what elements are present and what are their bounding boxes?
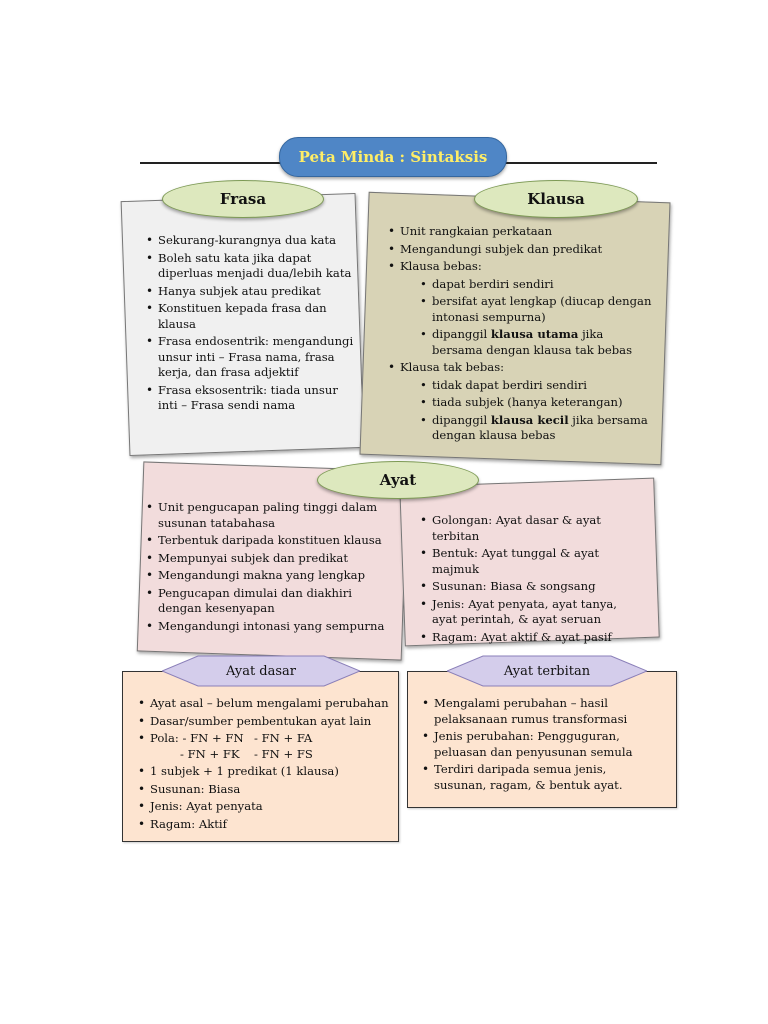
- list-item: • Jenis: Ayat penyata, ayat tanya, ayat perintah, & ayat seruan: [420, 597, 645, 628]
- list-item: • Ragam: Ayat aktif & ayat pasif: [420, 630, 645, 646]
- list-item: • 1 subjek + 1 predikat (1 klausa): [138, 764, 393, 780]
- text-span: dipanggil: [432, 412, 491, 427]
- ayat-terbitan-text: Ayat terbitan: [503, 663, 591, 679]
- title-underline-right: [500, 162, 657, 164]
- list-item: • Jenis perubahan: Pengguguran, peluasan dan penyusunan semula: [422, 729, 662, 760]
- list-item: • Boleh satu kata jika dapat diperluas menjadi dua/lebih kata: [146, 251, 356, 282]
- klausa-label: Klausa: [474, 180, 638, 218]
- pola-fn-fs: - FN + FS: [254, 746, 313, 761]
- frasa-list: [146, 233, 356, 416]
- ayat-terbitan-list: [422, 696, 662, 795]
- klausa-utama-term: klausa utama: [490, 327, 579, 341]
- list-item: • Mengalami perubahan – hasil pelaksanaan rumus transformasi: [422, 696, 662, 727]
- klausa-list: [388, 224, 653, 446]
- ayat-dasar-list: [138, 696, 393, 834]
- list-item: • Pengucapan dimulai dan diakhiri dengan kesenyapan: [146, 586, 396, 617]
- list-item: • Frasa endosentrik: mengandungi unsur inti – Frasa nama, frasa kerja, dan frasa adjektif: [146, 334, 356, 381]
- ayat-dasar-label: [162, 655, 360, 687]
- ayat-left-list: [146, 500, 396, 636]
- text-span: dipanggil: [432, 327, 491, 341]
- list-item: • Unit rangkaian perkataan: [388, 224, 653, 240]
- list-item: [388, 259, 653, 358]
- list-item: • Ragam: Aktif: [138, 817, 393, 833]
- list-item: • Mengandungi subjek dan predikat: [388, 242, 653, 258]
- list-item: • tiada subjek (hanya keterangan): [420, 395, 653, 411]
- list-item: • Mengandungi intonasi yang sempurna: [146, 619, 396, 635]
- klausa-kecil-term: klausa kecil: [490, 412, 569, 427]
- pola-grid: [150, 731, 393, 762]
- list-item: • Terbentuk daripada konstituen klausa: [146, 533, 396, 549]
- list-item: [420, 327, 653, 358]
- list-item: • Ayat asal – belum mengalami perubahan: [138, 696, 393, 712]
- list-item: • Golongan: Ayat dasar & ayat terbitan: [420, 513, 645, 544]
- list-item: • dapat berdiri sendiri: [420, 277, 653, 293]
- list-item: [388, 360, 653, 444]
- list-item: [420, 413, 653, 444]
- pola-fn-fn: • Pola: - FN + FN: [150, 731, 244, 745]
- list-item: • Susunan: Biasa & songsang: [420, 579, 645, 595]
- list-item: • Jenis: Ayat penyata: [138, 799, 393, 815]
- list-item: [138, 731, 393, 762]
- list-item: • Susunan: Biasa: [138, 782, 393, 798]
- text-span: jika bersama dengan klausa bebas: [432, 412, 648, 442]
- list-item: • Sekurang-kurangnya dua kata: [146, 233, 356, 249]
- ayat-dasar-text: Ayat dasar: [225, 663, 297, 679]
- list-item: • Mempunyai subjek dan predikat: [146, 551, 396, 567]
- list-item: • Terdiri daripada semua jenis, susunan, ragam, & bentuk ayat.: [422, 762, 662, 793]
- ayat-right-list: [420, 513, 645, 647]
- pola-fn-fa: - FN + FA: [254, 731, 313, 745]
- list-item: • bersifat ayat lengkap (diucap dengan intonasi sempurna): [420, 294, 653, 325]
- page-title: Peta Minda : Sintaksis: [279, 137, 507, 177]
- ayat-label: Ayat: [317, 461, 479, 499]
- list-item: • Mengandungi makna yang lengkap: [146, 568, 396, 584]
- list-item: • Dasar/sumber pembentukan ayat lain: [138, 714, 393, 730]
- klausa-bebas-label: Klausa bebas:: [400, 259, 482, 273]
- list-item: • Bentuk: Ayat tunggal & ayat majmuk: [420, 546, 645, 577]
- text-span: jika bersama dengan klausa tak bebas: [432, 327, 633, 357]
- frasa-label: Frasa: [162, 180, 324, 218]
- list-item: • Hanya subjek atau predikat: [146, 284, 356, 300]
- list-item: • Unit pengucapan paling tinggi dalam susunan tatabahasa: [146, 500, 396, 531]
- title-underline-left: [140, 162, 285, 164]
- klausa-tak-bebas-label: Klausa tak bebas:: [400, 360, 505, 374]
- list-item: • Konstituen kepada frasa dan klausa: [146, 301, 356, 332]
- list-item: • Frasa eksosentrik: tiada unsur inti – Frasa sendi nama: [146, 383, 356, 414]
- list-item: • tidak dapat berdiri sendiri: [420, 378, 653, 394]
- ayat-terbitan-label: [447, 655, 647, 687]
- pola-fn-fk: - FN + FK: [180, 746, 240, 761]
